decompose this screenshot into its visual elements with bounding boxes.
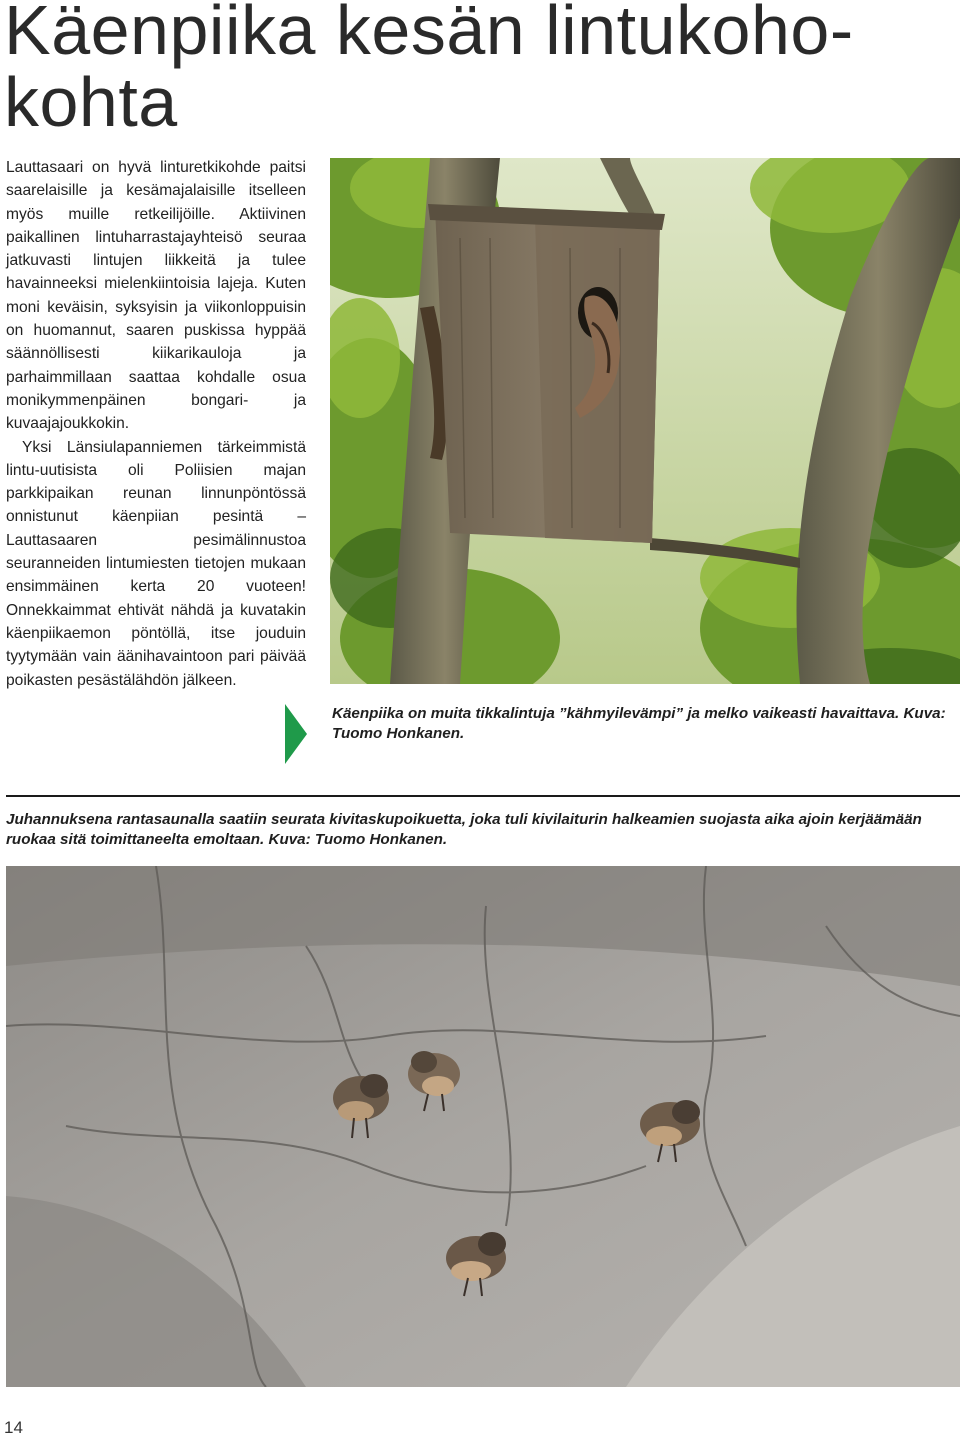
article-paragraph-2: Yksi Länsiulapanniemen tärkeimmistä lintu-uutisista oli Poliisien majan parkkipaikan reunan linnunpöntössä onnistunut käenpiian pesintä – Lauttasaaren pesimälinnustoa seuranneiden lintumiesten tietojen mukaan ensimmäinen kerta 20 vuoteen! Onnekkaimmat ehtivät nähdä ja kuvatakin käenpiikaemon pöntöllä, itse jouduin tyytymään vain äänihavaintoon pari päivää poikasten pesästälähdön jälkeen. [6, 438, 306, 689]
figure2-caption: Juhannuksena rantasaunalla saatiin seurata kivitaskupoikuetta, joka tuli kivilaiturin halkeamien suojasta aika ajoin kerjäämään ruokaa sitä toimittaneelta emoltaan. Kuva: Tuomo Honkanen. [6, 811, 922, 848]
section-divider [6, 795, 960, 797]
page-number: 14 [4, 1418, 23, 1437]
wheatear-rock-photo [6, 866, 960, 1387]
article-body [6, 156, 306, 692]
article-title: Käenpiika kesän lintukoho- kohta [4, 0, 854, 141]
wryneck-birdhouse-photo [330, 158, 960, 684]
caption-arrow-icon [285, 704, 307, 764]
figure1-caption: Käenpiika on muita tikkalintuja ”kähmyilevämpi” ja melko vaikeasti havaittava. Kuva: Tuomo Honkanen. [332, 705, 946, 742]
article-paragraph-1: Lauttasaari on hyvä linturetkikohde paitsi saarelaisille ja kesämajalaisille itselleen myös muille retkeilijöille. Aktiivinen paikallinen lintuharrastajayhteisö seuraa jatkuvasti lintujen liikkeitä ja tulee havainneeksi mielenkiintoisia lajeja. Kuten moni keväisin, syksyisin ja viikonloppuisin on huomannut, saaren puskissa hyppää säännöllisesti kiikarikauloja ja parhaimmillaan saattaa kohdalle osua monikymmenpäinen bongari- ja kuvaajajoukkokin. [6, 159, 306, 433]
